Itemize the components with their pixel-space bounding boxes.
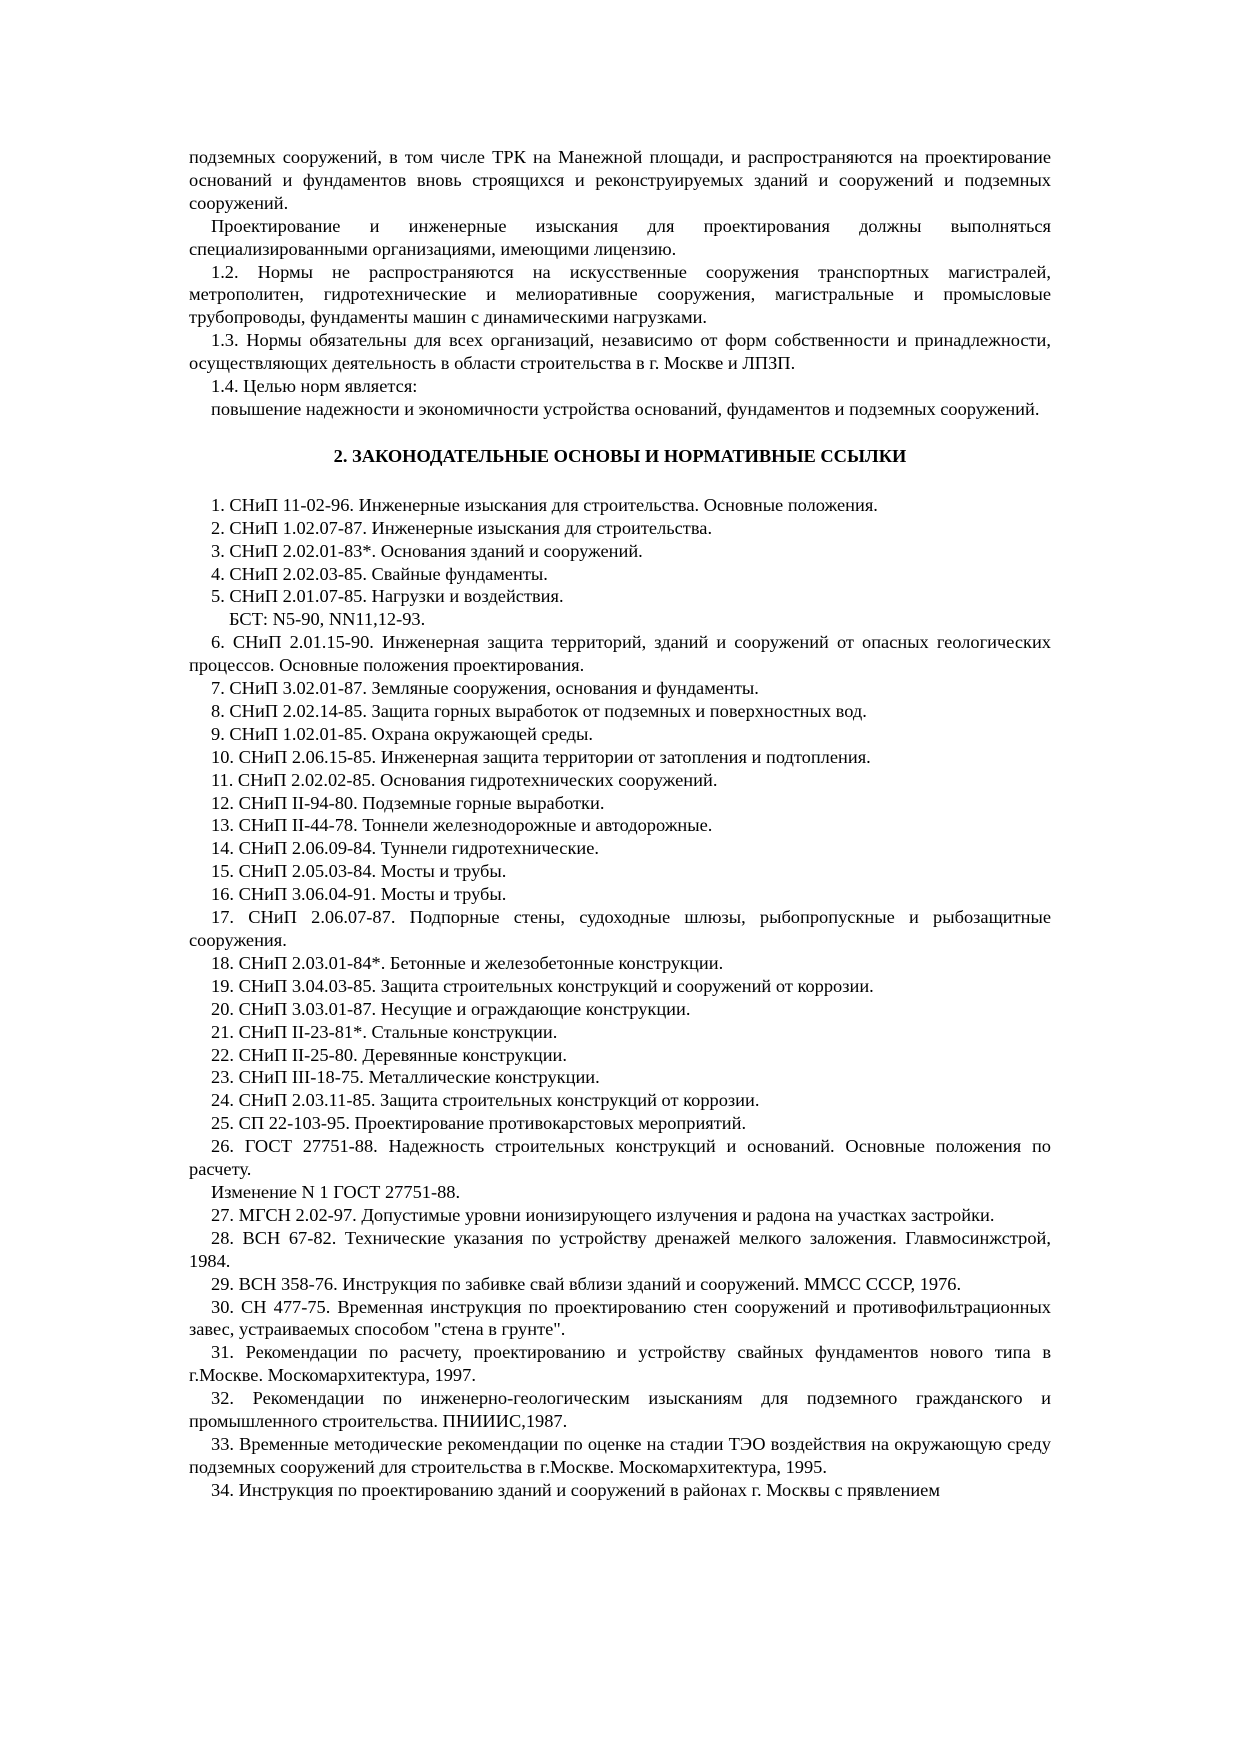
reference-item: 8. СНиП 2.02.14-85. Защита горных выработок от подземных и поверхностных вод. [211,700,867,721]
reference-item: 13. СНиП II-44-78. Тоннели железнодорожные и автодорожные. [211,815,713,836]
reference-item: 3. СНиП 2.02.01-83*. Основания зданий и сооружений. [211,540,643,561]
reference-item: 5. СНиП 2.01.07-85. Нагрузки и воздействия. [211,586,564,607]
reference-note: Изменение N 1 ГОСТ 27751-88. [211,1181,461,1202]
reference-item: 24. СНиП 2.03.11-85. Защита строительных конструкций от коррозии. [211,1090,760,1111]
reference-item: 16. СНиП 3.06.04-91. Мосты и трубы. [211,884,507,905]
reference-item: 21. СНиП II-23-81*. Стальные конструкции. [211,1021,558,1042]
reference-item: 29. ВСН 358-76. Инструкция по забивке свай вблизи зданий и сооружений. ММСС СССР, 1976. [211,1273,962,1294]
reference-item: 34. Инструкция по проектированию зданий и сооружений в районах г. Москвы с прявлением [211,1479,940,1500]
reference-item: 28. ВСН 67-82. Технические указания по устройству дренажей мелкого заложения. Главмосинжстрой, 1984. [189,1227,1051,1271]
reference-item: 2. СНиП 1.02.07-87. Инженерные изыскания для строительства. [211,517,713,538]
intro-paragraph: 1.3. Нормы обязательны для всех организаций, независимо от форм собственности и принадлежности, осуществляющих деятельность в области строительства в г. Москве и ЛПЗП. [189,330,1051,374]
reference-item: 17. СНиП 2.06.07-87. Подпорные стены, судоходные шлюзы, рыбопропускные и рыбозащитные сооружения. [189,907,1051,950]
reference-item: 12. СНиП II-94-80. Подземные горные выработки. [211,792,605,813]
reference-item: 31. Рекомендации по расчету, проектированию и устройству свайных фундаментов нового типа в г.Москве. Москомархитектура, 1997. [189,1342,1051,1386]
reference-item: 19. СНиП 3.04.03-85. Защита строительных конструкций и сооружений от коррозии. [211,975,874,996]
reference-item: 7. СНиП 3.02.01-87. Земляные сооружения, основания и фундаменты. [211,678,759,699]
reference-item: 30. СН 477-75. Временная инструкция по проектированию стен сооружений и противофильтрационных завес, устраиваемых способом "стена в грунте". [189,1296,1051,1340]
reference-item: 18. СНиП 2.03.01-84*. Бетонные и железобетонные конструкции. [211,952,724,973]
reference-item: 14. СНиП 2.06.09-84. Туннели гидротехнические. [211,838,600,859]
reference-item: 1. СНиП 11-02-96. Инженерные изыскания для строительства. Основные положения. [211,494,878,515]
reference-item: 27. МГСН 2.02-97. Допустимые уровни ионизирующего излучения и радона на участках застройки. [211,1204,995,1225]
reference-item: 33. Временные методические рекомендации по оценке на стадии ТЭО воздействия на окружающую среду подземных сооружений для строительства в г.Москве. Москомархитектура, 1995. [189,1433,1051,1477]
section-heading: 2. ЗАКОНОДАТЕЛЬНЫЕ ОСНОВЫ И НОРМАТИВНЫЕ ССЫЛКИ [333,445,907,466]
reference-item: 11. СНиП 2.02.02-85. Основания гидротехнических сооружений. [211,769,718,790]
reference-item: 15. СНиП 2.05.03-84. Мосты и трубы. [211,861,507,882]
reference-item: 6. СНиП 2.01.15-90. Инженерная защита территорий, зданий и сооружений от опасных геологических процессов. Основные положения проектирования. [189,632,1051,676]
intro-paragraph: повышение надежности и экономичности устройства оснований, фундаментов и подземных сооружений. [211,398,1040,419]
reference-item: 10. СНиП 2.06.15-85. Инженерная защита территории от затопления и подтопления. [211,746,871,767]
reference-item: 20. СНиП 3.03.01-87. Несущие и ограждающие конструкции. [211,998,691,1019]
reference-item: 26. ГОСТ 27751-88. Надежность строительных конструкций и оснований. Основные положения по расчету. [189,1136,1051,1180]
intro-paragraph: Проектирование и инженерные изыскания для проектирования должны выполняться специализированными организациями, имеющими лицензию. [189,215,1051,259]
document-page [189,146,1051,1502]
reference-item: 23. СНиП III-18-75. Металлические конструкции. [211,1067,600,1088]
intro-paragraph: 1.4. Целью норм является: [211,376,418,397]
reference-item: 4. СНиП 2.02.03-85. Свайные фундаменты. [211,563,548,584]
reference-item: 32. Рекомендации по инженерно-геологическим изысканиям для подземного гражданского и промышленного строительства. ПНИИИС,1987. [189,1388,1051,1432]
reference-item: 9. СНиП 1.02.01-85. Охрана окружающей среды. [211,723,593,744]
intro-paragraph: подземных сооружений, в том числе ТРК на Манежной площади, и распространяются на проектирование оснований и фундаментов вновь строящихся и реконструируемых зданий и сооружений и подземных сооружений. [189,147,1051,213]
reference-note: БСТ: N5-90, NN11,12-93. [229,609,426,630]
reference-item: 22. СНиП II-25-80. Деревянные конструкции. [211,1044,567,1065]
reference-item: 25. СП 22-103-95. Проектирование противокарстовых мероприятий. [211,1113,747,1134]
intro-paragraph: 1.2. Нормы не распространяются на искусственные сооружения транспортных магистралей, метрополитен, гидротехнические и мелиоративные сооружения, магистральные и промысловые трубопроводы, фундаменты машин с динамическими нагрузками. [189,261,1051,328]
